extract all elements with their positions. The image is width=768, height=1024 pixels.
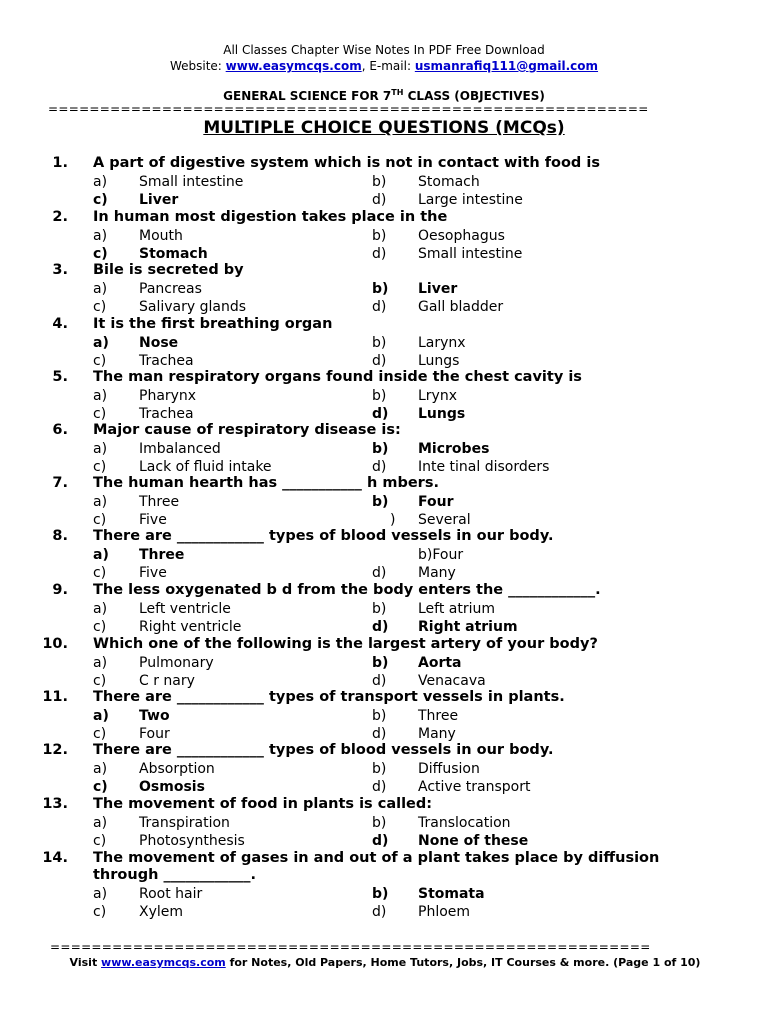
option-text: Venacava bbox=[418, 673, 486, 689]
header-separator: ========================================================== bbox=[48, 103, 649, 115]
option-row bbox=[0, 246, 768, 262]
option-text: Lungs bbox=[418, 406, 466, 422]
question-item bbox=[0, 422, 768, 475]
option-text: Active transport bbox=[418, 779, 531, 795]
option bbox=[93, 353, 363, 369]
option bbox=[372, 512, 672, 528]
option-letter: a) bbox=[93, 601, 108, 617]
question-line bbox=[0, 528, 768, 545]
question-line bbox=[0, 636, 768, 653]
question-item bbox=[0, 850, 768, 920]
option-text: Trachea bbox=[139, 406, 194, 422]
option bbox=[93, 494, 363, 510]
option-text: Photosynthesis bbox=[139, 833, 245, 849]
option-row bbox=[0, 833, 768, 849]
question-item bbox=[0, 155, 768, 208]
option-letter: d) bbox=[372, 192, 387, 208]
subject-prefix: GENERAL SCIENCE FOR 7 bbox=[223, 89, 392, 103]
option-text: Liver bbox=[139, 192, 179, 208]
option-text: Lack of fluid intake bbox=[139, 459, 272, 475]
option-letter: d) bbox=[372, 619, 389, 635]
question-text: There are ____________ types of blood vessels in our body. bbox=[93, 528, 554, 544]
option-text: Absorption bbox=[139, 761, 215, 777]
option-letter: a) bbox=[93, 815, 108, 831]
option-letter: d) bbox=[372, 565, 387, 581]
option bbox=[372, 708, 672, 724]
option-letter: a) bbox=[93, 335, 109, 351]
option-correct bbox=[372, 494, 672, 510]
option-text: Three bbox=[139, 494, 180, 510]
option-letter: d) bbox=[372, 726, 387, 742]
question-text: It is the first breathing organ bbox=[93, 316, 333, 332]
page-title-text: MULTIPLE CHOICE QUESTIONS (MCQs) bbox=[203, 118, 565, 138]
option bbox=[372, 459, 672, 475]
option bbox=[93, 441, 363, 457]
question-text: The movement of food in plants is called: bbox=[93, 796, 433, 812]
option-text: Pancreas bbox=[139, 281, 202, 297]
option-text: Inte tinal disorders bbox=[418, 459, 550, 475]
question-item bbox=[0, 262, 768, 315]
option-row bbox=[0, 353, 768, 369]
option bbox=[372, 246, 672, 262]
option-text: Transpiration bbox=[139, 815, 230, 831]
option-letter: b) bbox=[372, 761, 387, 777]
option bbox=[372, 174, 672, 190]
question-number: 10. bbox=[42, 636, 68, 652]
question-number: 6. bbox=[52, 422, 68, 438]
option-text: Three bbox=[139, 547, 185, 563]
option bbox=[372, 192, 672, 208]
footer-separator: ========================================================== bbox=[50, 941, 651, 953]
option-row bbox=[0, 815, 768, 831]
option bbox=[93, 565, 363, 581]
option-letter: b) bbox=[372, 886, 389, 902]
option-row bbox=[0, 441, 768, 457]
option bbox=[93, 388, 363, 404]
question-line bbox=[0, 582, 768, 599]
option-text: Pharynx bbox=[139, 388, 197, 404]
option-letter: b) bbox=[372, 228, 387, 244]
option-letter: c) bbox=[93, 512, 107, 528]
option bbox=[372, 547, 672, 563]
option-correct bbox=[93, 246, 363, 262]
subject-sup: TH bbox=[391, 88, 404, 97]
option-row bbox=[0, 228, 768, 244]
question-line bbox=[0, 155, 768, 172]
option-letter: b) bbox=[372, 815, 387, 831]
option-text: Lungs bbox=[418, 353, 460, 369]
option bbox=[372, 388, 672, 404]
option bbox=[93, 761, 363, 777]
option-correct bbox=[93, 547, 363, 563]
question-line bbox=[0, 850, 768, 867]
option-row bbox=[0, 565, 768, 581]
option-row bbox=[0, 601, 768, 617]
option-text: Gall bladder bbox=[418, 299, 504, 315]
option-letter: c) bbox=[93, 619, 107, 635]
option-text: Stomata bbox=[418, 886, 485, 902]
question-number: 4. bbox=[52, 316, 68, 332]
option-letter: d) bbox=[372, 779, 387, 795]
question-line bbox=[0, 689, 768, 706]
option-text: Four bbox=[139, 726, 170, 742]
question-text: The human hearth has ___________ h mbers. bbox=[93, 475, 439, 491]
option-letter: c) bbox=[93, 459, 107, 475]
option-row bbox=[0, 388, 768, 404]
question-item bbox=[0, 689, 768, 742]
option-row bbox=[0, 459, 768, 475]
option-letter: b) bbox=[372, 441, 389, 457]
option bbox=[93, 299, 363, 315]
option-correct bbox=[93, 779, 363, 795]
question-item bbox=[0, 742, 768, 795]
option bbox=[93, 886, 363, 902]
question-item bbox=[0, 475, 768, 528]
option-correct bbox=[372, 833, 672, 849]
option bbox=[372, 815, 672, 831]
option-text: Five bbox=[139, 512, 167, 528]
option bbox=[93, 655, 363, 671]
option-text: Trachea bbox=[139, 353, 194, 369]
option-letter: d) bbox=[372, 246, 387, 262]
option-text: None of these bbox=[418, 833, 529, 849]
option-letter: d) bbox=[372, 833, 389, 849]
question-text: The movement of gases in and out of a plant takes place by diffusion bbox=[93, 850, 660, 866]
option bbox=[93, 601, 363, 617]
option-letter: d) bbox=[372, 406, 389, 422]
question-line bbox=[0, 796, 768, 813]
question-item bbox=[0, 582, 768, 635]
option-letter: c) bbox=[93, 353, 107, 369]
question-number: 2. bbox=[52, 209, 68, 225]
option-row bbox=[0, 174, 768, 190]
option-row bbox=[0, 192, 768, 208]
option-correct bbox=[93, 708, 363, 724]
question-number: 9. bbox=[52, 582, 68, 598]
option bbox=[372, 299, 672, 315]
question-line bbox=[0, 475, 768, 492]
option-row bbox=[0, 619, 768, 635]
option-text: Phloem bbox=[418, 904, 471, 920]
question-item bbox=[0, 316, 768, 369]
option-text: Stomach bbox=[418, 174, 480, 190]
option-text: Two bbox=[139, 708, 170, 724]
question-line bbox=[0, 316, 768, 333]
option-text: Xylem bbox=[139, 904, 184, 920]
option bbox=[93, 833, 363, 849]
question-line bbox=[0, 262, 768, 279]
option-row bbox=[0, 406, 768, 422]
option bbox=[372, 353, 672, 369]
option-text: Imbalanced bbox=[139, 441, 221, 457]
option-text: C r nary bbox=[139, 673, 195, 689]
option-row bbox=[0, 904, 768, 920]
option-correct bbox=[93, 335, 363, 351]
option-letter: c) bbox=[93, 192, 108, 208]
option-row bbox=[0, 673, 768, 689]
question-number: 11. bbox=[42, 689, 68, 705]
question-number: 13. bbox=[42, 796, 68, 812]
option-letter: c) bbox=[93, 246, 108, 262]
header-line1: All Classes Chapter Wise Notes In PDF Free Download bbox=[223, 43, 545, 57]
question-item bbox=[0, 209, 768, 262]
option bbox=[372, 904, 672, 920]
option-text: Translocation bbox=[418, 815, 511, 831]
option-row bbox=[0, 335, 768, 351]
question-number: 12. bbox=[42, 742, 68, 758]
option bbox=[93, 726, 363, 742]
option bbox=[93, 673, 363, 689]
option-text: Lrynx bbox=[418, 388, 457, 404]
option-letter: d) bbox=[372, 299, 387, 315]
option-text: Oesophagus bbox=[418, 228, 505, 244]
option-text: Mouth bbox=[139, 228, 183, 244]
question-line-continued bbox=[0, 867, 768, 884]
option bbox=[372, 761, 672, 777]
option bbox=[93, 228, 363, 244]
option-letter: a) bbox=[93, 228, 108, 244]
option-row bbox=[0, 779, 768, 795]
question-item bbox=[0, 369, 768, 422]
option-letter: a) bbox=[93, 708, 109, 724]
option-letter: a) bbox=[93, 174, 108, 190]
option-letter: c) bbox=[93, 565, 107, 581]
page-title bbox=[0, 118, 768, 138]
option-letter: a) bbox=[93, 494, 108, 510]
email-label: , E-mail: bbox=[361, 59, 411, 73]
option-text: Root hair bbox=[139, 886, 203, 902]
option-text: Liver bbox=[418, 281, 458, 297]
option-letter: c) bbox=[93, 299, 107, 315]
option-letter: c) bbox=[93, 779, 108, 795]
question-text: The less oxygenated b d from the body enters the ____________. bbox=[93, 582, 601, 598]
option-row bbox=[0, 761, 768, 777]
option-correct bbox=[372, 886, 672, 902]
option-text: b)Four bbox=[418, 547, 464, 563]
option-text: Left ventricle bbox=[139, 601, 231, 617]
footer-link[interactable]: www.easymcqs.com bbox=[101, 956, 226, 969]
option-letter: b) bbox=[372, 388, 387, 404]
option-correct bbox=[372, 441, 672, 457]
option-row bbox=[0, 655, 768, 671]
website-label: Website: bbox=[169, 59, 222, 73]
header-contact bbox=[0, 59, 768, 73]
option bbox=[93, 904, 363, 920]
option bbox=[372, 779, 672, 795]
footer-visit: Visit bbox=[69, 956, 98, 969]
option-text: Four bbox=[418, 494, 454, 510]
option-correct bbox=[372, 655, 672, 671]
question-line bbox=[0, 742, 768, 759]
question-number: 5. bbox=[52, 369, 68, 385]
option-text: Left atrium bbox=[418, 601, 496, 617]
option-correct bbox=[372, 619, 672, 635]
option-text: Five bbox=[139, 565, 167, 581]
option bbox=[372, 335, 672, 351]
option-letter: ) bbox=[390, 512, 396, 528]
option-letter: a) bbox=[93, 655, 108, 671]
question-text: There are ____________ types of transport vessels in plants. bbox=[93, 689, 565, 705]
option-text: Larynx bbox=[418, 335, 466, 351]
footer-text: for Notes, Old Papers, Home Tutors, Jobs, IT Courses & more. (Page 1 of 10) bbox=[229, 956, 701, 969]
option-text: Stomach bbox=[139, 246, 208, 262]
subject-suffix: CLASS (OBJECTIVES) bbox=[407, 89, 545, 103]
question-number: 8. bbox=[52, 528, 68, 544]
option-letter: c) bbox=[93, 673, 107, 689]
option-letter: d) bbox=[372, 459, 387, 475]
option-text: Aorta bbox=[418, 655, 462, 671]
option-letter: b) bbox=[372, 655, 389, 671]
option bbox=[372, 565, 672, 581]
option bbox=[93, 174, 363, 190]
option-text: Microbes bbox=[418, 441, 490, 457]
question-text: Bile is secreted by bbox=[93, 262, 244, 278]
option-letter: d) bbox=[372, 673, 387, 689]
option-letter: c) bbox=[93, 904, 107, 920]
option-letter: d) bbox=[372, 353, 387, 369]
question-text: The man respiratory organs found inside the chest cavity is bbox=[93, 369, 582, 385]
option-letter: a) bbox=[93, 441, 108, 457]
option-correct bbox=[93, 192, 363, 208]
option-row bbox=[0, 494, 768, 510]
option-text: Right ventricle bbox=[139, 619, 242, 635]
option-row bbox=[0, 547, 768, 563]
option-text: Nose bbox=[139, 335, 179, 351]
option-correct bbox=[372, 406, 672, 422]
question-line bbox=[0, 422, 768, 439]
question-number: 14. bbox=[42, 850, 68, 866]
website-link[interactable]: www.easymcqs.com bbox=[225, 59, 362, 73]
option bbox=[93, 281, 363, 297]
page-footer bbox=[40, 956, 730, 970]
option-letter: d) bbox=[372, 904, 387, 920]
option bbox=[93, 512, 363, 528]
option-text: Large intestine bbox=[418, 192, 523, 208]
option-row bbox=[0, 886, 768, 902]
option-text: Small intestine bbox=[418, 246, 523, 262]
option-text: Three bbox=[418, 708, 459, 724]
option bbox=[93, 619, 363, 635]
option bbox=[93, 406, 363, 422]
option-text: Osmosis bbox=[139, 779, 205, 795]
option-row bbox=[0, 299, 768, 315]
option-letter: a) bbox=[93, 388, 108, 404]
option-row bbox=[0, 512, 768, 528]
question-text: There are ____________ types of blood vessels in our body. bbox=[93, 742, 554, 758]
option bbox=[372, 726, 672, 742]
option-letter: c) bbox=[93, 726, 107, 742]
option-letter: b) bbox=[372, 708, 387, 724]
question-text: Which one of the following is the largest artery of your body? bbox=[93, 636, 598, 652]
question-line bbox=[0, 209, 768, 226]
option-row bbox=[0, 708, 768, 724]
option-text: Salivary glands bbox=[139, 299, 247, 315]
option-letter: b) bbox=[372, 494, 389, 510]
question-number: 7. bbox=[52, 475, 68, 491]
question-number: 1. bbox=[52, 155, 68, 171]
question-text: In human most digestion takes place in the bbox=[93, 209, 448, 225]
option-letter: a) bbox=[93, 761, 108, 777]
option-letter: c) bbox=[93, 406, 107, 422]
question-line bbox=[0, 369, 768, 386]
option bbox=[372, 228, 672, 244]
question-item bbox=[0, 528, 768, 581]
option-letter: a) bbox=[93, 547, 109, 563]
question-text: A part of digestive system which is not in contact with food is bbox=[93, 155, 600, 171]
option bbox=[93, 815, 363, 831]
email-link[interactable]: usmanrafiq111@gmail.com bbox=[414, 59, 599, 73]
option-letter: b) bbox=[372, 281, 389, 297]
option bbox=[93, 459, 363, 475]
option-letter: b) bbox=[372, 174, 387, 190]
question-item bbox=[0, 796, 768, 849]
option-correct bbox=[372, 281, 672, 297]
option-text: Right atrium bbox=[418, 619, 518, 635]
option-text: Many bbox=[418, 726, 456, 742]
option-row bbox=[0, 281, 768, 297]
option-letter: c) bbox=[93, 833, 107, 849]
option-text: Pulmonary bbox=[139, 655, 214, 671]
question-text-continued: through ____________. bbox=[93, 867, 256, 883]
option-text: Many bbox=[418, 565, 456, 581]
question-item bbox=[0, 636, 768, 689]
option-letter: a) bbox=[93, 886, 108, 902]
option-text: Several bbox=[418, 512, 471, 528]
option-text: Small intestine bbox=[139, 174, 244, 190]
option-letter: a) bbox=[93, 281, 108, 297]
option-row bbox=[0, 726, 768, 742]
option-letter: b) bbox=[372, 601, 387, 617]
option-text: Diffusion bbox=[418, 761, 480, 777]
question-text: Major cause of respiratory disease is: bbox=[93, 422, 401, 438]
option bbox=[372, 601, 672, 617]
question-number: 3. bbox=[52, 262, 68, 278]
option bbox=[372, 673, 672, 689]
subject-line bbox=[0, 86, 768, 103]
option-letter: b) bbox=[372, 335, 387, 351]
